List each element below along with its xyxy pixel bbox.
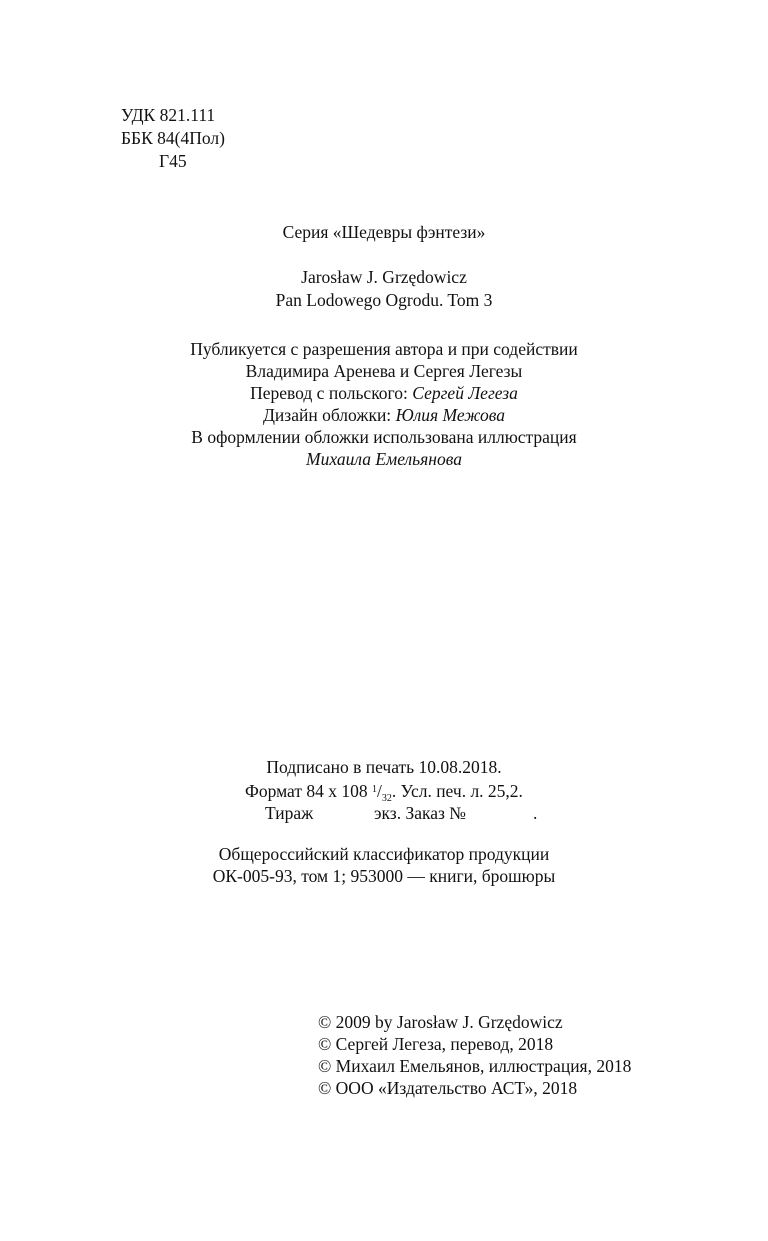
design-prefix: Дизайн обложки: bbox=[263, 405, 396, 425]
permission-line: Публикуется с разрешения автора и при содействии bbox=[190, 339, 578, 359]
format-denominator: 32 bbox=[381, 793, 392, 804]
circulation-end: . bbox=[533, 803, 538, 823]
designer-name: Юлия Межова bbox=[395, 405, 505, 425]
format-suffix: . Усл. печ. л. 25,2. bbox=[391, 781, 523, 801]
author-mark: Г45 bbox=[159, 151, 187, 171]
permission-line-2: Владимира Аренева и Сергея Легезы bbox=[245, 361, 523, 381]
okp-line-1: Общероссийский классификатор продукции bbox=[218, 844, 550, 864]
credits-block bbox=[0, 338, 768, 470]
format-fraction bbox=[372, 781, 392, 804]
print-signed: Подписано в печать 10.08.2018. bbox=[266, 757, 502, 777]
copyright-line: © Сергей Легеза, перевод, 2018 bbox=[318, 1034, 554, 1054]
copyright-block bbox=[318, 1011, 631, 1099]
copyright-line: © ООО «Издательство АСТ», 2018 bbox=[318, 1078, 578, 1098]
illustration-line: В оформлении обложки использована иллюстрация bbox=[191, 427, 577, 447]
series-title: Серия «Шедевры фэнтези» bbox=[282, 222, 486, 242]
format-slash: / bbox=[377, 781, 382, 801]
copyright-line: © 2009 by Jarosław J. Grzędowicz bbox=[318, 1012, 563, 1032]
illustrator-line bbox=[0, 448, 768, 470]
original-author: Jarosław J. Grzędowicz bbox=[301, 267, 467, 287]
design-line bbox=[0, 404, 768, 426]
translation-line bbox=[0, 382, 768, 404]
translation-prefix: Перевод с польского: bbox=[250, 383, 413, 403]
copyright-line: © Михаил Емельянов, иллюстрация, 2018 bbox=[318, 1056, 632, 1076]
circulation-label: Тираж bbox=[265, 803, 314, 823]
format-numerator: 1 bbox=[372, 784, 378, 795]
circulation-order: экз. Заказ № bbox=[374, 803, 466, 823]
original-title: Pan Lodowego Ogrodu. Tom 3 bbox=[275, 290, 493, 310]
udk-code: УДК 821.111 bbox=[121, 105, 216, 125]
okp-line-2: ОК-005-93, том 1; 953000 — книги, брошюры bbox=[212, 866, 556, 886]
bbk-code: ББК 84(4Пол) bbox=[121, 128, 225, 148]
translator-name: Сергей Легеза bbox=[412, 383, 518, 403]
okp-block bbox=[0, 843, 768, 887]
format-prefix: Формат 84 х 108 bbox=[245, 781, 373, 801]
illustrator-name: Михаила Емельянова bbox=[306, 449, 462, 469]
